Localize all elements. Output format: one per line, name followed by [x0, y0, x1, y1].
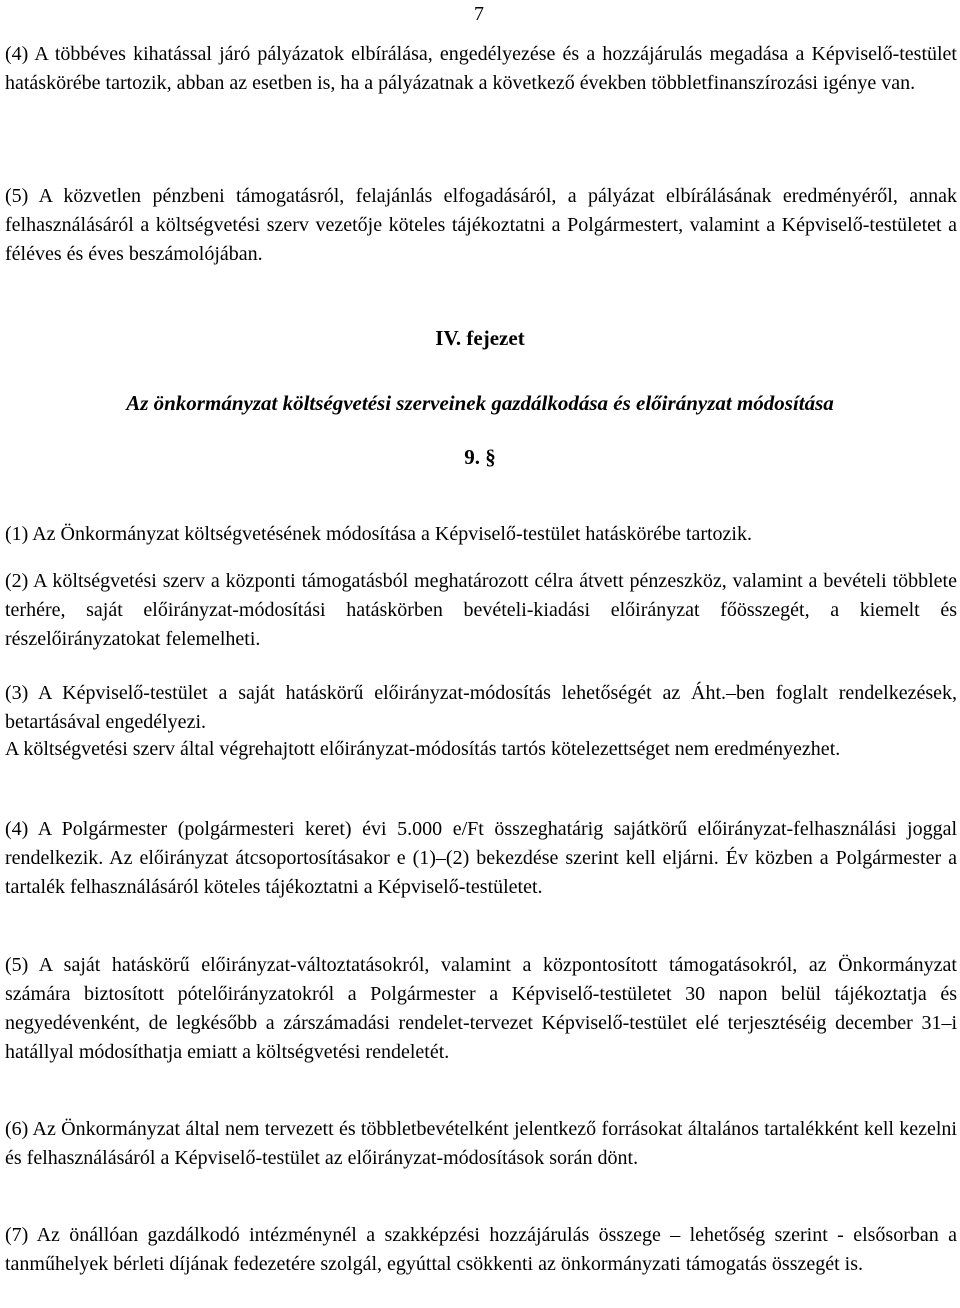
paragraph-6: (6) Az Önkormányzat által nem tervezett és többletbevételként jelentkező forrásokat általános tartalékként kell kezelni és felhasználásáról a Képviselő-testület az előirányzat-módosítások során dönt. — [5, 1118, 957, 1169]
chapter-heading: IV. fejezet — [435, 326, 525, 350]
paragraph-3: (3) A Képviselő-testület a saját hatáskörű előirányzat-módosítás lehetőségét az Áht.–ben foglalt rendelkezések, betartásával engedélyezi. — [5, 682, 957, 733]
paragraph-5: (5) A saját hatáskörű előirányzat-változtatásokról, valamint a központosított támogatásokról, az Önkormányzat számára biztosított pótelőirányzatokról a Polgármester a Képviselő-testületet 30 napon belül tájékoztatja és negyedévenként, de legkésőbb a zárszámadási rendelet-tervezet Képviselő-testület elé terjesztéséig december 31–i hatállyal módosíthatja emiatt a költségvetési rendeletét. — [5, 954, 957, 1063]
paragraph-4: (4) A Polgármester (polgármesteri keret) évi 5.000 e/Ft összeghatárig sajátkörű előirányzat-felhasználási joggal rendelkezik. Az előirányzat átcsoportosításakor e (1)–(2) bekezdése szerint kell eljárni. Év közben a Polgármester a tartalék felhasználásáról köteles tájékoztatni a Képviselő-testületet. — [5, 818, 957, 898]
page-number: 7 — [474, 3, 484, 25]
paragraph-4-intro: (4) A többéves kihatással járó pályázatok elbírálása, engedélyezése és a hozzájárulás megadása a Képviselő-testület hatáskörébe tartozik, abban az esetben is, ha a pályázatnak a következő években többletfinanszírozási igénye van. — [5, 43, 957, 94]
paragraph-3-continuation: A költségvetési szerv által végrehajtott előirányzat-módosítás tartós kötelezettséget nem eredményezhet. — [5, 738, 841, 760]
paragraph-1: (1) Az Önkormányzat költségvetésének módosítása a Képviselő-testület hatáskörébe tartozik. — [5, 523, 752, 545]
section-number: 9. § — [464, 445, 496, 469]
paragraph-7: (7) Az önállóan gazdálkodó intézménynél a szakképzési hozzájárulás összege – lehetőség szerint - elsősorban a tanműhelyek bérleti díjának fedezetére szolgál, egyúttal csökkenti az önkormányzati támogatás összegét is. — [5, 1224, 957, 1275]
chapter-title: Az önkormányzat költségvetési szerveinek gazdálkodása és előirányzat módosítása — [126, 391, 834, 415]
paragraph-5-intro: (5) A közvetlen pénzbeni támogatásról, felajánlás elfogadásáról, a pályázat elbírálásának eredményéről, annak felhasználásáról a költségvetési szerv vezetője köteles tájékoztatni a Polgármestert, valamint a Képviselő-testületet a féléves és éves beszámolójában. — [5, 185, 957, 265]
paragraph-2: (2) A költségvetési szerv a központi támogatásból meghatározott célra átvett pénzeszköz, valamint a bevételi többlete terhére, saját előirányzat-módosítási hatáskörben bevételi-kiadási előirányzat főösszegét, a kiemelt és részelőirányzatokat felemelheti. — [5, 570, 957, 650]
